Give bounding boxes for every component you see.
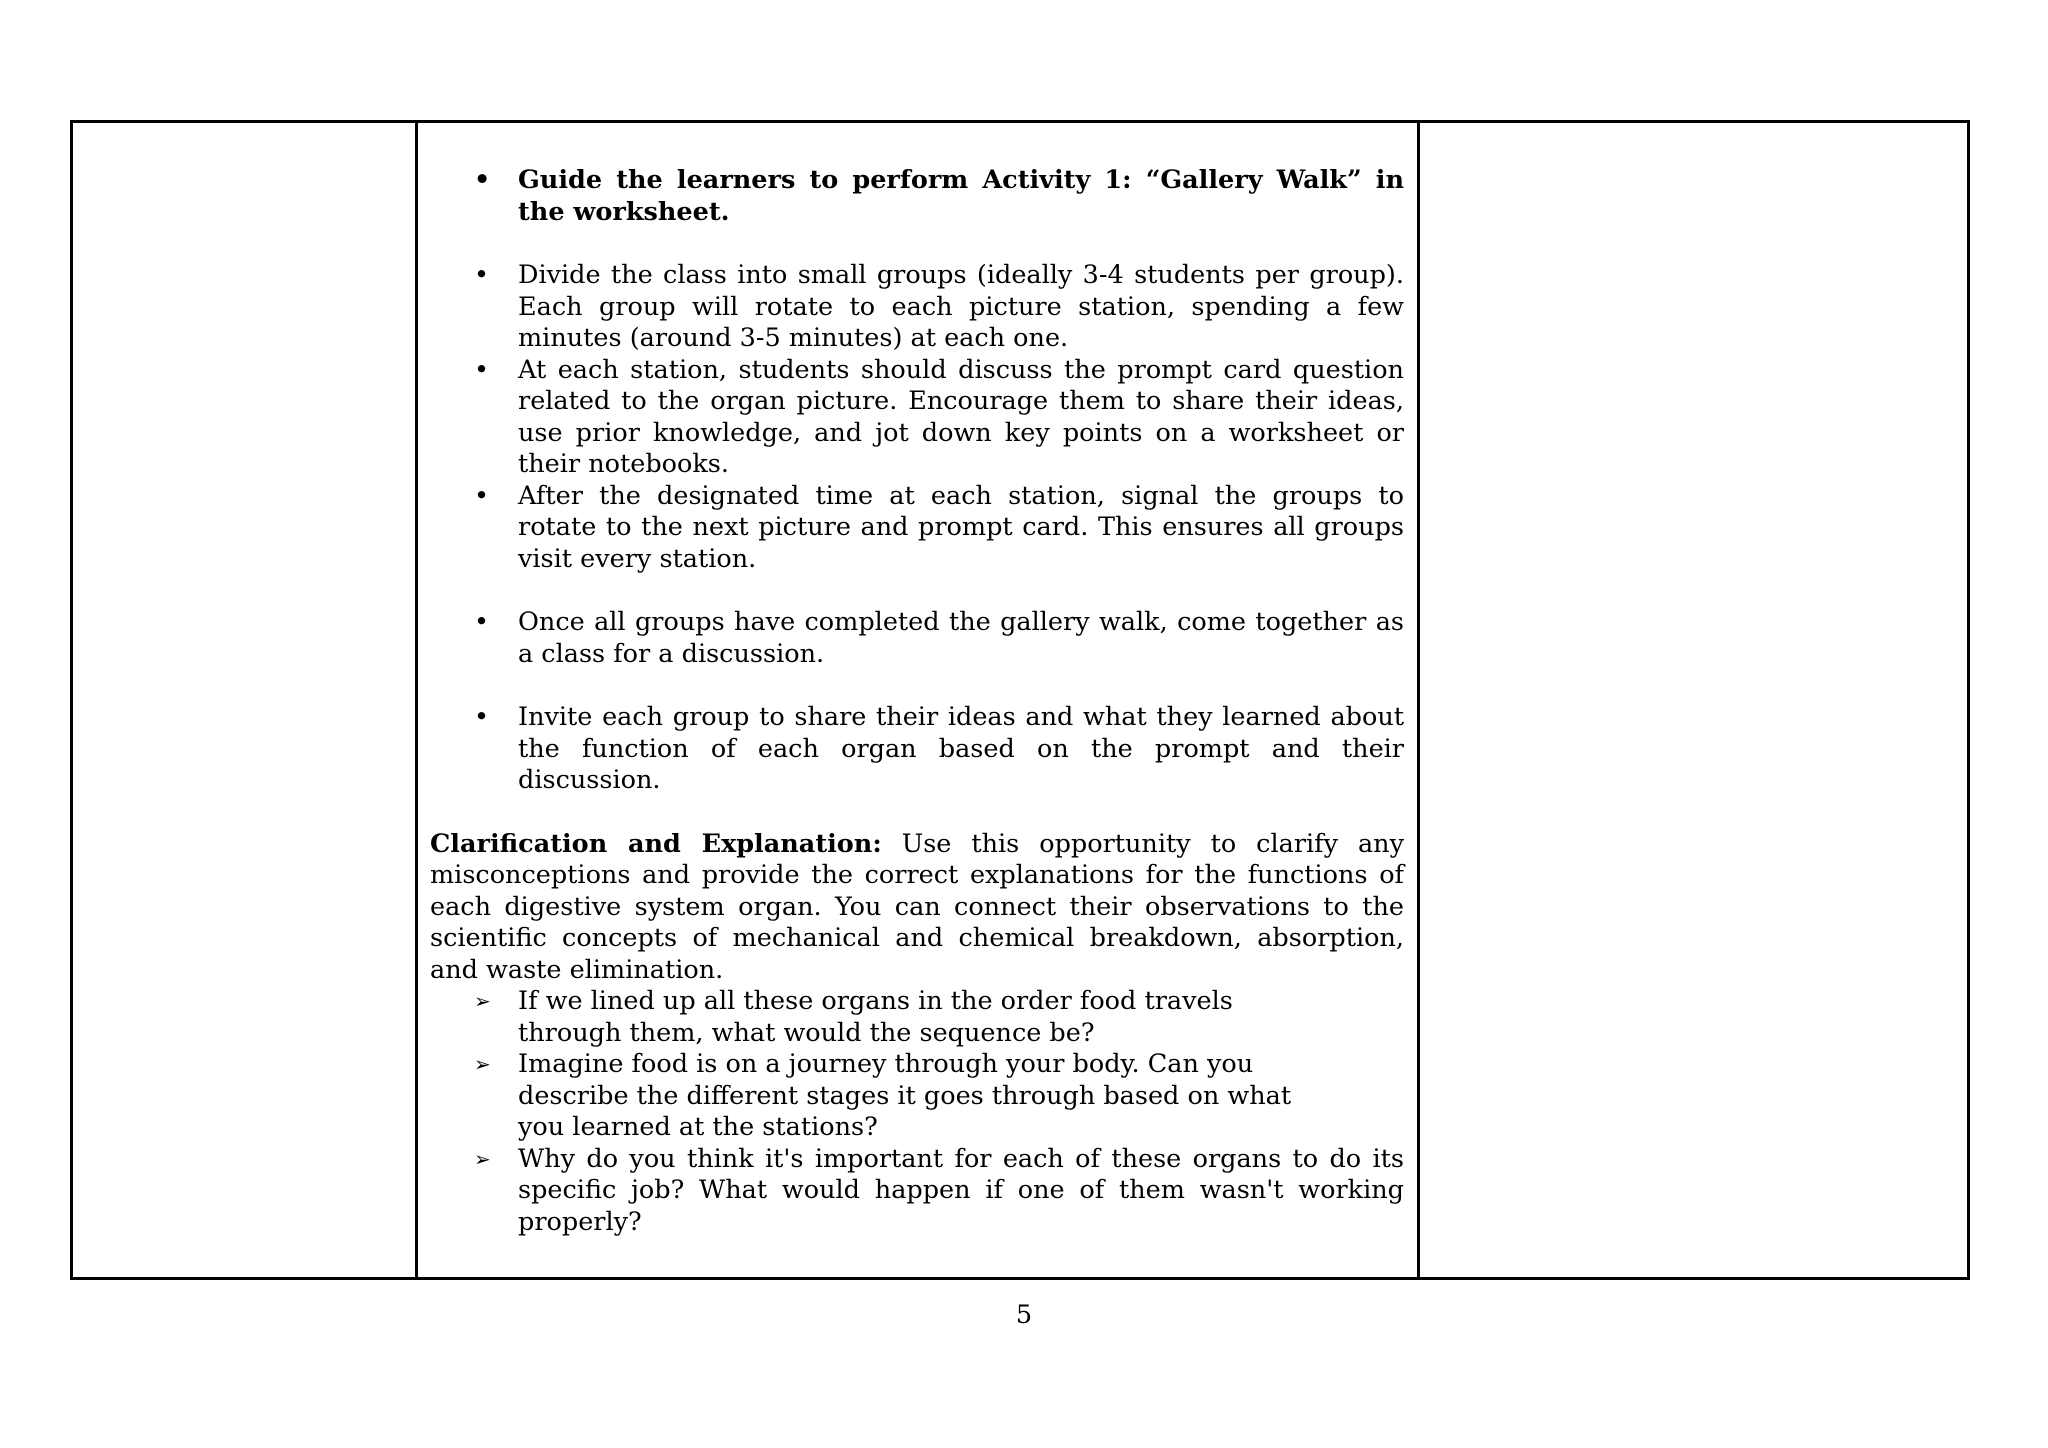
table-column-left <box>73 123 418 1277</box>
table-column-right <box>1420 123 1967 1277</box>
list-item <box>430 607 1404 670</box>
list-item <box>430 986 1404 1049</box>
bullet-text: Divide the class into small groups (ideally 3-4 students per group). Each group will rotate to each picture station, spending a few minutes (around 3-5 minutes) at each one. <box>518 260 1404 353</box>
list-item <box>430 165 1404 228</box>
clarification-heading: Clarification and Explanation: <box>430 828 882 859</box>
table-column-procedure <box>418 123 1420 1277</box>
question-text: If we lined up all these organs in the order food travels through them, what would the sequence be? <box>518 986 1233 1048</box>
arrow-bullet-icon: ➢ <box>474 989 491 1013</box>
list-item <box>430 702 1404 797</box>
page-number: 5 <box>1015 1300 1033 1330</box>
clarification-body: Use this opportunity to clarify any misconceptions and provide the correct explanations for the functions of each digestive system organ. You can connect their observations to the scientific concepts of mechanical and chemical breakdown, absorption, and waste elimination. <box>430 828 1405 985</box>
list-item <box>430 1144 1404 1239</box>
arrow-bullet-icon: ➢ <box>474 1052 491 1076</box>
question-list <box>430 986 1404 1238</box>
list-item <box>430 260 1404 355</box>
bullet-marker: • <box>474 165 491 195</box>
bullet-marker: • <box>474 260 490 290</box>
activity-bullet-list <box>430 165 1404 797</box>
procedure-content <box>430 165 1404 1238</box>
clarification-paragraph <box>430 829 1404 987</box>
bullet-marker: • <box>474 354 490 385</box>
list-item <box>430 1049 1404 1144</box>
lesson-plan-table <box>70 120 1970 1280</box>
question-text: Imagine food is on a journey through your body. Can you describe the different stages it goes through based on what you learned at the stations? <box>518 1049 1292 1142</box>
bullet-marker: • <box>474 702 490 732</box>
bullet-text: After the designated time at each station, signal the groups to rotate to the next picture and prompt card. This ensures all groups visit every station. <box>518 480 1404 574</box>
bullet-marker: • <box>474 480 490 511</box>
list-item <box>430 481 1404 576</box>
bullet-marker: • <box>474 607 490 637</box>
bullet-text: Guide the learners to perform Activity 1: “Gallery Walk” in the worksheet. <box>518 165 1404 227</box>
arrow-bullet-icon: ➢ <box>474 1146 491 1171</box>
list-item <box>430 355 1404 481</box>
question-text: Why do you think it's important for each of these organs to do its specific job? What would happen if one of them wasn't working properly? <box>518 1143 1404 1237</box>
bullet-text: Invite each group to share their ideas and what they learned about the function of each organ based on the prompt and their discussion. <box>518 702 1404 795</box>
bullet-text: Once all groups have completed the gallery walk, come together as a class for a discussion. <box>518 607 1404 669</box>
bullet-text: At each station, students should discuss the prompt card question related to the organ picture. Encourage them to share their ideas, use prior knowledge, and jot down key points on a worksheet or their notebooks. <box>518 354 1404 479</box>
